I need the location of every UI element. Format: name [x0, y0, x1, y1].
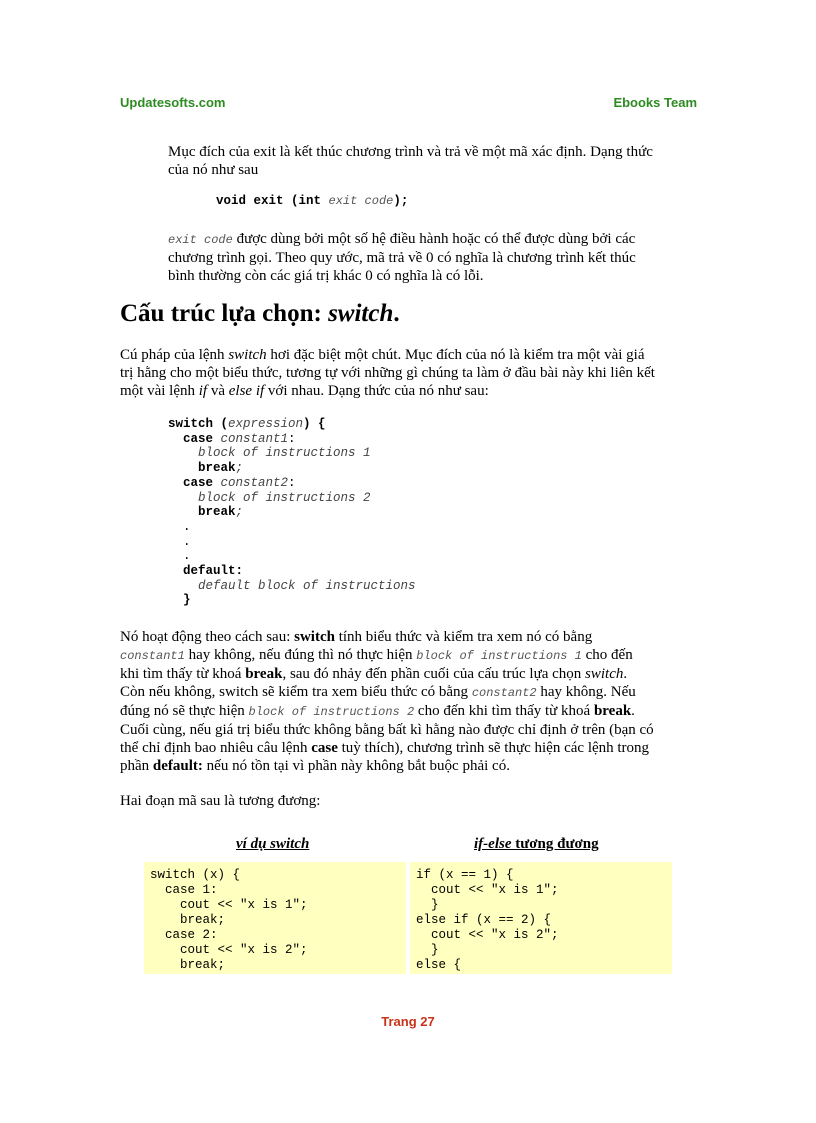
- switch-example-title: [236, 836, 309, 853]
- section-heading: [120, 300, 400, 328]
- code-keyword: break: [198, 505, 236, 520]
- works-keyword: default:: [152, 758, 203, 774]
- works-code: constant1: [120, 649, 185, 663]
- heading-period: .: [393, 300, 400, 327]
- header-site-name: Updatesofts.com: [120, 95, 226, 110]
- works-line: [120, 683, 710, 702]
- syntax-keyword: switch: [228, 347, 267, 363]
- code-punct: ;: [235, 505, 244, 520]
- works-text: , sau đó nhảy đến phần cuối của cấu trúc lựa chọn: [282, 666, 586, 682]
- page-number: Trang 27: [381, 1014, 435, 1029]
- equivalence-sentence: Hai đoạn mã sau là tương đương:: [120, 793, 321, 809]
- code-placeholder: expression: [228, 417, 304, 431]
- exit-purpose-line-1: Mục đích của exit là kết thúc chương trình và trả về một mã xác định. Dạng thức: [168, 144, 653, 160]
- code-line: [168, 432, 416, 447]
- works-text: khi tìm thấy từ khoá: [120, 666, 246, 682]
- if-else-example-title: [474, 836, 599, 853]
- code-line: [168, 593, 416, 608]
- code-line: [168, 579, 416, 594]
- works-keyword: switch: [294, 629, 335, 645]
- code-punct: ) {: [303, 417, 326, 431]
- works-line: [120, 757, 710, 775]
- exit-signature-suffix: );: [393, 194, 409, 208]
- exit-desc-line-1: [168, 230, 708, 249]
- exit-code-description: [168, 230, 708, 285]
- works-keyword: break: [593, 703, 632, 719]
- works-keyword: break: [245, 666, 283, 682]
- exit-purpose-line-2: của nó như sau: [168, 162, 259, 178]
- if-else-title-rest: tương đương: [511, 836, 599, 852]
- heading-keyword: switch: [328, 300, 394, 327]
- code-keyword: case: [183, 475, 221, 490]
- code-keyword: case: [183, 431, 221, 446]
- code-punct: :: [288, 475, 296, 490]
- switch-syntax-code: [168, 417, 416, 608]
- code-ellipsis: .: [183, 534, 191, 549]
- code-line: [168, 461, 416, 476]
- works-line: [120, 646, 710, 665]
- code-line: [168, 564, 416, 579]
- syntax-paragraph: [120, 346, 705, 400]
- switch-example-title-text: ví dụ switch: [236, 836, 310, 852]
- code-keyword: switch: [168, 417, 214, 431]
- exit-desc-line-2: chương trình gọi. Theo quy ước, mã trả về 0 có nghĩa là chương trình kết thúc: [168, 250, 636, 266]
- code-placeholder: block of instructions 1: [198, 446, 371, 461]
- code-line: [168, 491, 416, 506]
- works-text: Nó hoạt động theo cách sau:: [120, 629, 295, 645]
- exit-signature: [216, 194, 408, 208]
- heading-text: Cấu trúc lựa chọn:: [120, 300, 329, 327]
- syntax-line-1: [120, 346, 705, 364]
- code-placeholder: constant1: [220, 431, 289, 446]
- works-line: Cuối cùng, nếu giá trị biểu thức không bằng bất kì hằng nào được chỉ định ở trên (bạn có: [120, 722, 654, 738]
- how-it-works-paragraph: [120, 628, 710, 775]
- syntax-text: Cú pháp của lệnh: [120, 347, 229, 363]
- code-line: [168, 535, 416, 550]
- code-line: [168, 446, 416, 461]
- works-line: [120, 739, 710, 757]
- if-else-title-italic: if-else: [474, 836, 512, 852]
- code-ellipsis: .: [183, 519, 191, 534]
- works-text: phần: [120, 758, 153, 774]
- works-code: constant2: [471, 686, 537, 700]
- syntax-text: một vài lệnh: [120, 383, 199, 399]
- code-line: [168, 476, 416, 491]
- works-text: hay không. Nếu: [536, 684, 636, 700]
- code-punct: (: [213, 417, 229, 431]
- if-else-example-code: if (x == 1) { cout << "x is 1"; } else if (x == 2) { cout << "x is 2"; } else {: [410, 862, 672, 974]
- works-text: Còn nếu không, switch sẽ kiểm tra xem biểu thức có bằng: [120, 684, 472, 700]
- code-placeholder: constant2: [220, 475, 289, 490]
- code-punct: :: [288, 431, 296, 446]
- exit-desc-line-3: bình thường còn các giá trị khác 0 có nghĩa là có lỗi.: [168, 268, 484, 284]
- works-text: nếu nó tồn tại vì phần này không bắt buộc phải có.: [202, 758, 510, 774]
- switch-example-code: switch (x) { case 1: cout << "x is 1"; break; case 2: cout << "x is 2"; break;: [144, 862, 406, 974]
- code-line: [168, 417, 416, 432]
- code-line: [168, 505, 416, 520]
- works-keyword: switch: [585, 666, 624, 682]
- works-text: tính biểu thức và kiểm tra xem nó có bằng: [334, 629, 593, 645]
- syntax-keyword: if: [198, 383, 208, 399]
- works-text: đúng nó sẽ thực hiện: [120, 703, 249, 719]
- works-code: block of instructions 2: [248, 705, 415, 719]
- works-text: cho đến: [581, 647, 633, 663]
- code-placeholder: default block of instructions: [198, 578, 416, 593]
- works-text: cho đến khi tìm thấy từ khoá: [414, 703, 594, 719]
- works-line: [120, 628, 710, 646]
- works-text: .: [623, 666, 628, 682]
- works-text: thể chỉ định bao nhiêu câu lệnh: [120, 740, 312, 756]
- works-line: [120, 702, 710, 721]
- code-ellipsis: .: [183, 549, 191, 564]
- header-team-name: Ebooks Team: [613, 95, 697, 110]
- syntax-text: hơi đặc biệt một chút. Mục đích của nó là kiểm tra một vài giá: [266, 347, 645, 363]
- syntax-line-2: trị hằng cho một biểu thức, tương tự với những gì chúng ta làm ở đầu bài này khi liên kết: [120, 365, 655, 381]
- exit-signature-param: exit code: [328, 194, 394, 208]
- code-line: [168, 520, 416, 535]
- exit-signature-prefix: void exit (int: [216, 194, 329, 208]
- works-keyword: case: [311, 740, 338, 756]
- syntax-line-3: [120, 382, 705, 400]
- syntax-keyword: else if: [228, 383, 265, 399]
- code-placeholder: block of instructions 2: [198, 490, 371, 505]
- works-code: block of instructions 1: [416, 649, 582, 663]
- code-keyword: default:: [183, 564, 244, 579]
- works-text: hay không, nếu đúng thì nó thực hiện: [184, 647, 417, 663]
- works-line: [120, 665, 710, 683]
- works-text: .: [631, 703, 635, 719]
- exit-purpose-paragraph: [168, 143, 708, 179]
- exit-desc-text-1: được dùng bởi một số hệ điều hành hoặc có thể được dùng bởi các: [232, 231, 636, 247]
- code-keyword: break: [198, 461, 236, 476]
- code-line: [168, 549, 416, 564]
- code-punct: }: [183, 593, 191, 608]
- code-punct: ;: [235, 461, 244, 476]
- works-text: tuỳ thích), chương trình sẽ thực hiện các lệnh trong: [337, 740, 650, 756]
- syntax-text: và: [207, 383, 229, 399]
- syntax-text: với nhau. Dạng thức của nó như sau:: [264, 383, 489, 399]
- exit-code-term: exit code: [168, 233, 233, 247]
